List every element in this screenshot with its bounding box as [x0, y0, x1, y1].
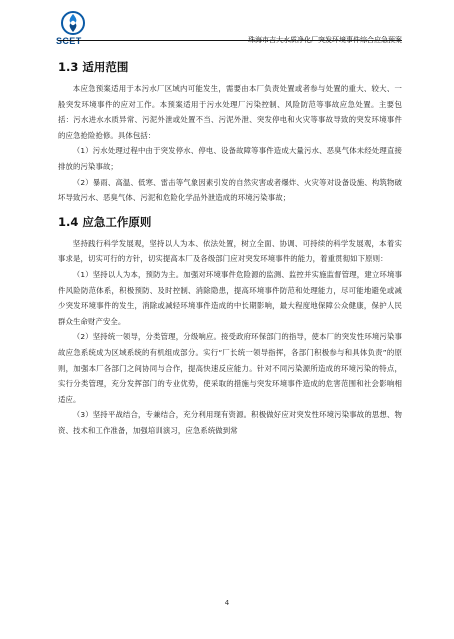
header-title: 珠海市吉大水质净化厂突发环境事件综合应急预案: [248, 36, 402, 44]
paragraph: （1）坚持以人为本，预防为主。加强对环境事件危险源的监测、监控并实施监督管理，建立环境事件风险防范体系，积极预防、及时控制、消除隐患，提高环境事件防范和处理能力，尽可能地避免或减少突发环境事件的发生，消除或减轻环境事件造成的中长期影响，最大程度地保障公众健康，保护人民群众生命财产安全。: [58, 269, 402, 326]
paragraph: （2）暴雨、高温、低寒、雷击等气象因素引发的自然灾害或者爆炸、火灾等对设备设施、构筑物破坏导致污水、恶臭气体、污泥和危险化学品外泄造成的环境污染事故；: [58, 177, 402, 203]
page-content: [58, 59, 402, 438]
section-heading-principles: 1.4 应急工作原则: [58, 214, 152, 229]
page-number: 4: [224, 599, 230, 607]
paragraph: （1）污水处理过程中由于突发停水、停电、设备故障等事件造成大量污水、恶臭气体未经处理直接排放的污染事故；: [58, 146, 402, 171]
logo-text: SCET: [56, 36, 82, 46]
paragraph: （2）坚持统一领导，分类管理，分级响应。接受政府环保部门的指导，使本厂的突发性环境污染事故应急系统成为区域系统的有机组成部分。实行“厂长统一领导指挥，各部门积极参与和具体负责”的原则，加强本厂各部门之间协同与合作，提高快速反应能力。针对不同污染源所造成的环境污染的特点，实行分类管理，充分发挥部门的专业优势，使采取的措施与突发环境事件造成的危害范围和社会影响相适应。: [58, 332, 402, 404]
paragraph: （3）坚持平战结合，专兼结合，充分利用现有资源。积极做好应对突发性环境污染事故的思想、物资、技术和工作准备，加强培训演习，应急系统做到常: [58, 410, 402, 435]
section-heading-scope: 1.3 适用范围: [58, 60, 129, 74]
page-header: [56, 10, 402, 46]
paragraph: 本应急预案适用于本污水厂区域内可能发生，需要由本厂负责处置或者参与处置的重大、较大、一般突发环境事件的应对工作。本预案适用于污水处理厂污染控制、风险防范等事故应急处置。主要包括：污水进水水质异常、污泥外泄或处置不当、污泥外泄、突发停电和火灾等事故导致的突发环境事件的应急抢险抢修。具体包括：: [58, 84, 402, 140]
header-divider: [58, 40, 402, 41]
paragraph: 坚持践行科学发展观，坚持以人为本、依法处置，树立全面、协调、可持续的科学发展观，本着实事求是，切实可行的方针，切实提高本厂及各级部门应对突发环境事件的能力，着重贯彻如下原则：: [58, 238, 402, 264]
